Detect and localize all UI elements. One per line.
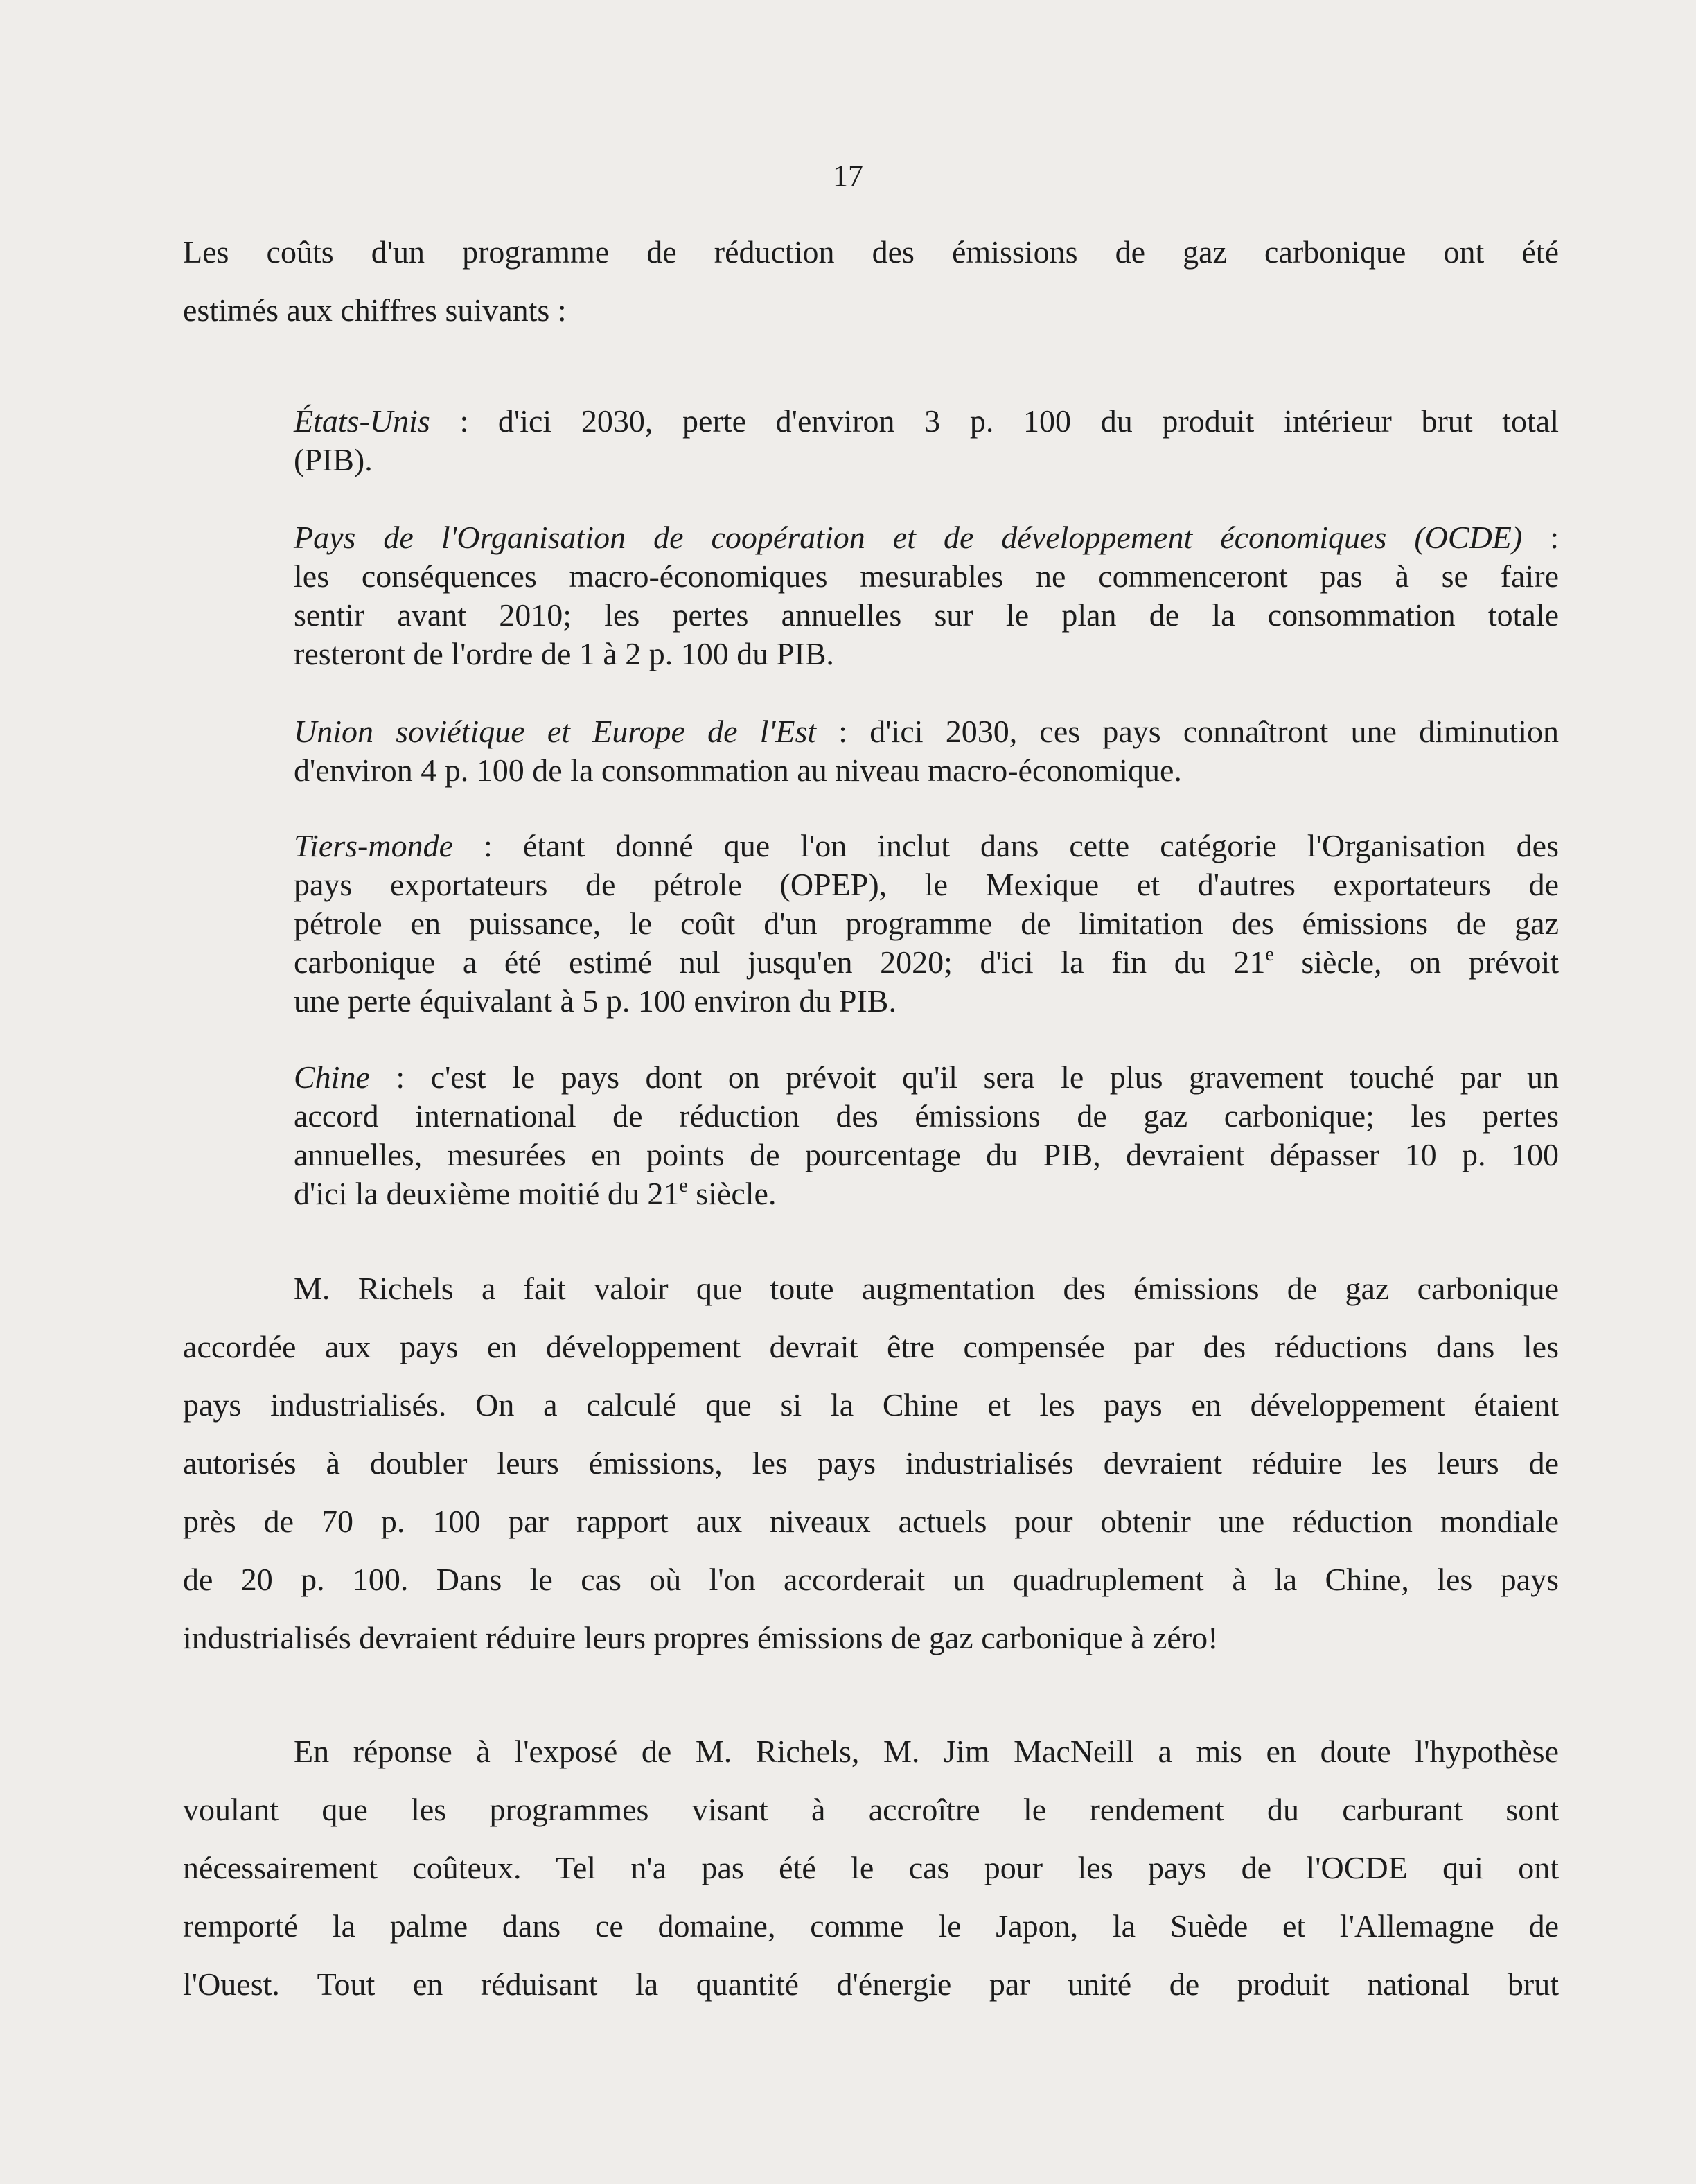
block-text: carbonique a été estimé nul jusqu'en 2020; d'ici la fin du 21 <box>294 944 1266 980</box>
block-label: Tiers-monde <box>294 828 453 863</box>
block-line: les conséquences macro-économiques mesurables ne commenceront pas à se faire <box>294 558 1559 594</box>
block-label: Chine <box>294 1059 370 1095</box>
paragraph-line: l'Ouest. Tout en réduisant la quantité d'énergie par unité de produit national brut <box>183 1966 1559 2002</box>
block-line: pétrole en puissance, le coût d'un programme de limitation des émissions de gaz <box>294 906 1559 941</box>
paragraph-richels <box>183 1260 1559 1667</box>
paragraph-line: remporté la palme dans ce domaine, comme le Japon, la Suède et l'Allemagne de <box>183 1908 1559 1944</box>
intro-paragraph <box>183 223 1559 340</box>
paragraph-line: nécessairement coûteux. Tel n'a pas été le cas pour les pays de l'OCDE qui ont <box>183 1850 1559 1885</box>
paragraph-line: autorisés à doubler leurs émissions, les pays industrialisés devraient réduire les leurs de <box>183 1445 1559 1481</box>
block-line <box>294 943 1559 982</box>
paragraph-line: accordée aux pays en développement devrait être compensée par des réductions dans les <box>183 1329 1559 1364</box>
block-text: : d'ici 2030, ces pays connaîtront une diminution <box>816 714 1559 749</box>
paragraph-line: voulant que les programmes visant à accroître le rendement du carburant sont <box>183 1792 1559 1827</box>
block-text: : étant donné que l'on inclut dans cette catégorie l'Organisation des <box>453 828 1559 863</box>
block-line: d'environ 4 p. 100 de la consommation au niveau macro-économique. <box>294 752 1182 788</box>
block-first-line <box>294 1058 1559 1097</box>
block-text: : <box>1522 520 1560 555</box>
paragraph-line: En réponse à l'exposé de M. Richels, M. Jim MacNeill a mis en doute l'hypothèse <box>294 1734 1559 1769</box>
paragraph-line: M. Richels a fait valoir que toute augmentation des émissions de gaz carbonique <box>294 1271 1559 1306</box>
paragraph-line: industrialisés devraient réduire leurs propres émissions de gaz carbonique à zéro! <box>183 1620 1219 1655</box>
superscript: e <box>1265 944 1274 965</box>
block-line: accord international de réduction des émissions de gaz carbonique; les pertes <box>294 1098 1559 1134</box>
paragraph-line: près de 70 p. 100 par rapport aux niveaux actuels pour obtenir une réduction mondiale <box>183 1504 1559 1539</box>
block-chine <box>294 1058 1559 1213</box>
page-number: 17 <box>833 159 863 193</box>
block-text: siècle. <box>687 1176 777 1211</box>
block-label: États-Unis <box>294 403 430 439</box>
block-first-line <box>294 712 1559 751</box>
block-union-sovietique <box>294 712 1559 790</box>
block-text: : d'ici 2030, perte d'environ 3 p. 100 du produit intérieur brut total <box>430 403 1559 439</box>
block-line: une perte équivalant à 5 p. 100 environ du PIB. <box>294 983 896 1019</box>
block-line <box>294 1174 1559 1213</box>
block-first-line <box>294 402 1559 441</box>
paragraph-macneill <box>183 1723 1559 2014</box>
superscript: e <box>679 1175 688 1197</box>
block-line: resteront de l'ordre de 1 à 2 p. 100 du PIB. <box>294 636 834 671</box>
block-line: pays exportateurs de pétrole (OPEP), le Mexique et d'autres exportateurs de <box>294 867 1559 902</box>
paragraph-line: de 20 p. 100. Dans le cas où l'on accorderait un quadruplement à la Chine, les pays <box>183 1562 1559 1597</box>
block-etats-unis <box>294 402 1559 479</box>
block-line: sentir avant 2010; les pertes annuelles sur le plan de la consommation totale <box>294 597 1559 633</box>
block-label: Union soviétique et Europe de l'Est <box>294 714 817 749</box>
paragraph-line: pays industrialisés. On a calculé que si la Chine et les pays en développement étaient <box>183 1387 1559 1423</box>
block-text: d'ici la deuxième moitié du 21 <box>294 1176 680 1211</box>
block-line: (PIB). <box>294 442 373 477</box>
block-tiers-monde <box>294 827 1559 1021</box>
block-ocde <box>294 518 1559 673</box>
block-label: Pays de l'Organisation de coopération et de développement économiques (OCDE) <box>294 520 1523 555</box>
intro-line: estimés aux chiffres suivants : <box>183 292 567 328</box>
block-text: : c'est le pays dont on prévoit qu'il sera le plus gravement touché par un <box>369 1059 1559 1095</box>
block-text: siècle, on prévoit <box>1273 944 1560 980</box>
block-first-line <box>294 827 1559 865</box>
block-line: annuelles, mesurées en points de pourcentage du PIB, devraient dépasser 10 p. 100 <box>294 1137 1559 1172</box>
intro-line: Les coûts d'un programme de réduction des émissions de gaz carbonique ont été <box>183 234 1559 270</box>
block-first-line <box>294 518 1559 557</box>
